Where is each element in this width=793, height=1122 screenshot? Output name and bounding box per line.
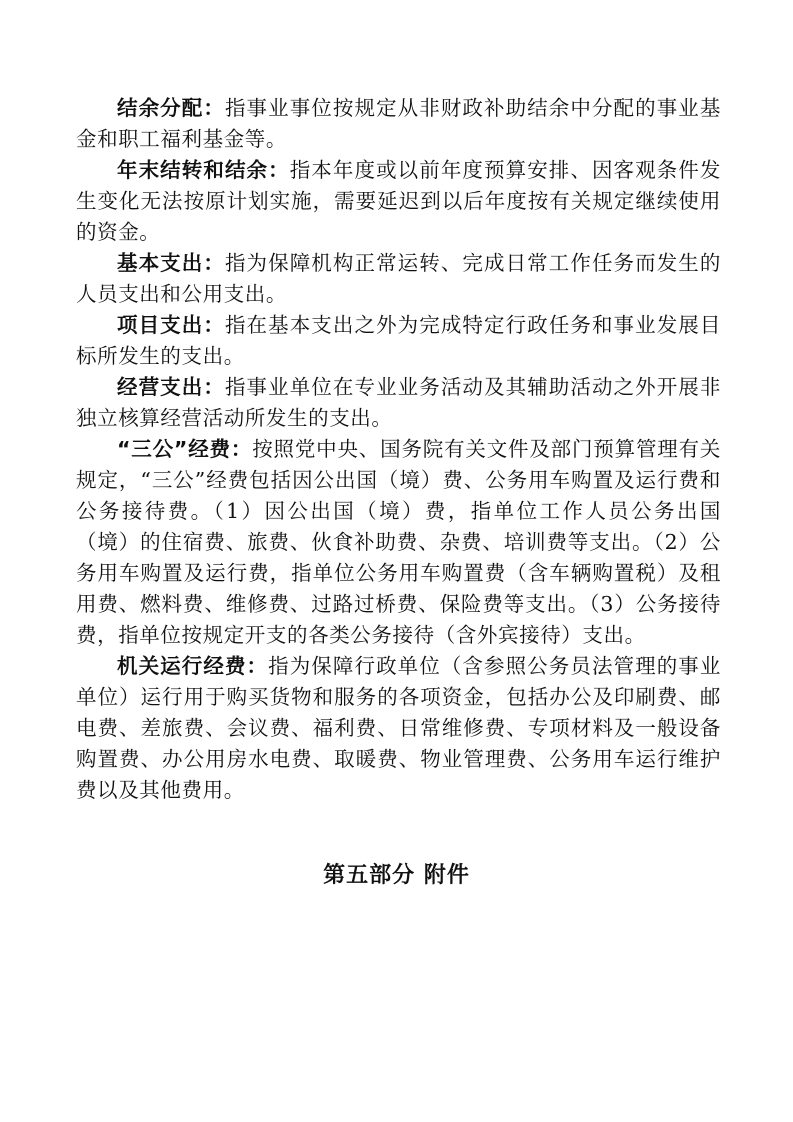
- definition-term: 经营支出: [117, 375, 204, 399]
- term-separator: ：: [203, 313, 225, 337]
- term-separator: ：: [203, 251, 225, 275]
- definition-paragraph: [76, 155, 721, 248]
- term-separator: ：: [203, 375, 225, 399]
- definition-paragraph: [76, 651, 721, 806]
- definition-paragraph: [76, 372, 721, 434]
- definition-paragraph: [76, 310, 721, 372]
- term-separator: ：: [230, 437, 253, 461]
- term-separator: ：: [203, 96, 225, 120]
- definition-text: 指在基本支出之外为完成特定行政任务和事业发展目标所发生的支出。: [76, 313, 721, 368]
- definition-term: 项目支出: [117, 313, 204, 337]
- definition-text: 指为保障行政单位（含参照公务员法管理的事业单位）运行用于购买货物和服务的各项资金，包括办公及印刷费、邮电费、差旅费、会议费、福利费、日常维修费、专项材料及一般设备购置费、办公用房水电费、取暖费、物业管理费、公务用车运行维护费以及其他费用。: [76, 654, 721, 802]
- definition-term: 结余分配: [117, 96, 204, 120]
- definition-text: 指本年度或以前年度预算安排、因客观条件发生变化无法按原计划实施，需要延迟到以后年度按有关规定继续使用的资金。: [76, 158, 721, 244]
- document-body: [76, 93, 721, 806]
- section-title: 第五部分 附件: [323, 863, 470, 888]
- term-separator: ：: [268, 158, 290, 182]
- definition-paragraph: [76, 248, 721, 310]
- definition-text: 按照党中央、国务院有关文件及部门预算管理有关规定，“三公”经费包括因公出国（境）费、公务用车购置及运行费和公务接待费。（1）因公出国（境）费，指单位工作人员公务出国（境）的住宿费、旅费、伙食补助费、杂费、培训费等支出。（2）公务用车购置及运行费，指单位公务用车购置费（含车辆购置税）及租用费、燃料费、维修费、过路过桥费、保险费等支出。（3）公务接待费，指单位按规定开支的各类公务接待（含外宾接待）支出。: [76, 437, 722, 647]
- definition-term: “三公”经费: [117, 437, 231, 461]
- definition-text: 指事业单位在专业业务活动及其辅助活动之外开展非独立核算经营活动所发生的支出。: [76, 375, 721, 430]
- definition-text: 指事业事位按规定从非财政补助结余中分配的事业基金和职工福利基金等。: [76, 96, 721, 151]
- definition-term: 年末结转和结余: [117, 158, 269, 182]
- definition-term: 机关运行经费: [117, 654, 247, 678]
- definition-term: 基本支出: [117, 251, 204, 275]
- definition-paragraph: [76, 93, 721, 155]
- term-separator: ：: [246, 654, 269, 678]
- definition-paragraph: [76, 434, 721, 651]
- definition-text: 指为保障机构正常运转、完成日常工作任务而发生的人员支出和公用支出。: [76, 251, 721, 306]
